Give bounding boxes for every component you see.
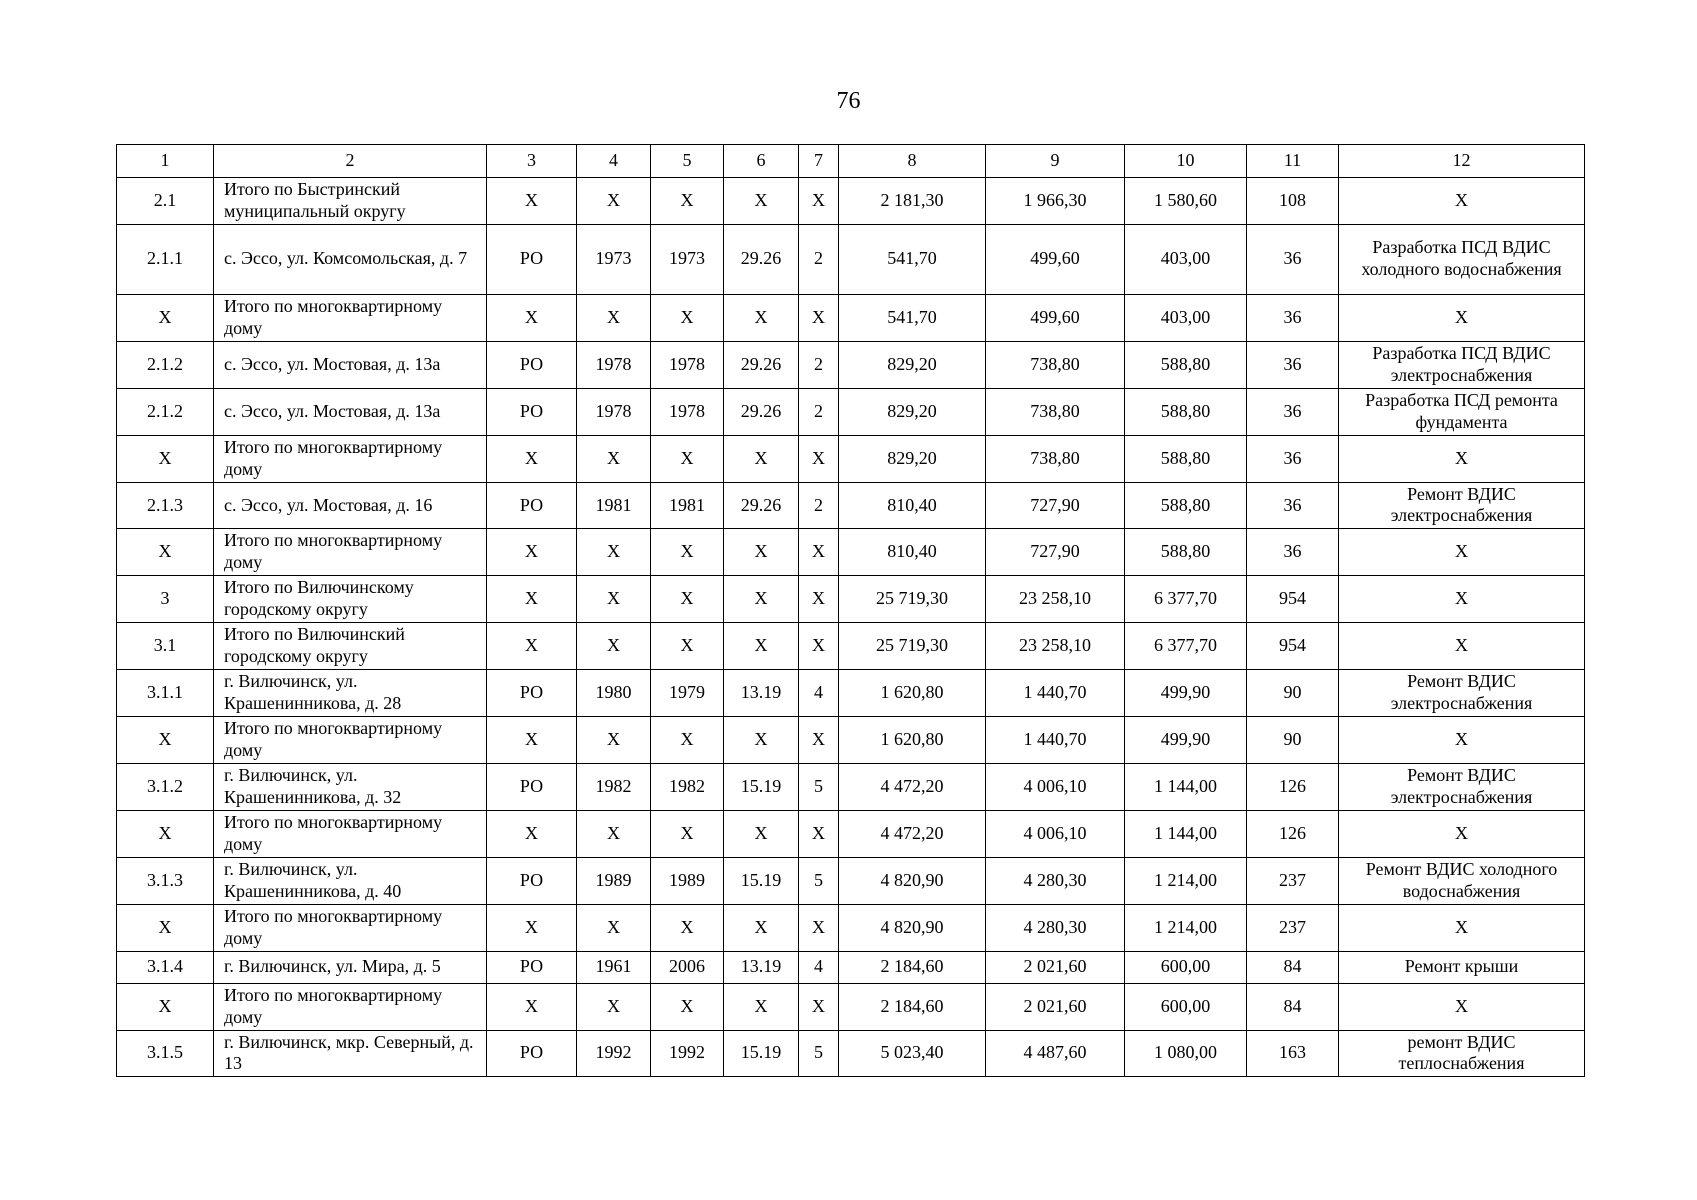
- residents-cell: 108: [1247, 178, 1339, 225]
- work-type-cell: X: [1339, 810, 1585, 857]
- row-number-cell: X: [117, 717, 214, 764]
- table-header: [117, 145, 1585, 178]
- wear-code-cell: X: [724, 529, 799, 576]
- wear-code-cell: 29.26: [724, 482, 799, 529]
- living-area-cell: 23 258,10: [986, 576, 1125, 623]
- table-row: [117, 670, 1585, 717]
- wear-code-cell: X: [724, 178, 799, 225]
- wear-code-cell: 29.26: [724, 388, 799, 435]
- row-number-cell: 3: [117, 576, 214, 623]
- year-renovated-cell: X: [651, 529, 724, 576]
- cost-cell: 6 377,70: [1125, 576, 1247, 623]
- year-renovated-cell: X: [651, 904, 724, 951]
- work-type-cell: X: [1339, 294, 1585, 341]
- address-cell: г. Вилючинск, ул. Крашенинникова, д. 28: [214, 670, 487, 717]
- total-area-cell: 810,40: [839, 529, 986, 576]
- residents-cell: 126: [1247, 763, 1339, 810]
- table-row: [117, 224, 1585, 294]
- year-built-cell: 1992: [577, 1030, 651, 1077]
- work-type-cell: Ремонт ВДИС электроснабжения: [1339, 670, 1585, 717]
- work-type-cell: X: [1339, 529, 1585, 576]
- table-row: [117, 388, 1585, 435]
- year-built-cell: X: [577, 983, 651, 1030]
- living-area-cell: 1 966,30: [986, 178, 1125, 225]
- row-number-cell: 3.1.2: [117, 763, 214, 810]
- address-cell: Итого по многоквартирному дому: [214, 717, 487, 764]
- work-type-cell: Ремонт ВДИС электроснабжения: [1339, 482, 1585, 529]
- row-number-cell: X: [117, 294, 214, 341]
- address-cell: с. Эссо, ул. Комсомольская, д. 7: [214, 224, 487, 294]
- wear-code-cell: 15.19: [724, 763, 799, 810]
- work-type-cell: X: [1339, 717, 1585, 764]
- living-area-cell: 727,90: [986, 482, 1125, 529]
- address-cell: Итого по многоквартирному дому: [214, 904, 487, 951]
- address-cell: Итого по многоквартирному дому: [214, 810, 487, 857]
- column-header: 2: [214, 145, 487, 178]
- work-type-cell: Разработка ПСД ВДИС электроснабжения: [1339, 341, 1585, 388]
- table-row: [117, 857, 1585, 904]
- year-renovated-cell: 1989: [651, 857, 724, 904]
- wear-code-cell: X: [724, 983, 799, 1030]
- work-type-cell: Разработка ПСД ВДИС холодного водоснабжения: [1339, 224, 1585, 294]
- year-built-cell: 1978: [577, 388, 651, 435]
- cost-cell: 499,90: [1125, 670, 1247, 717]
- material-code-cell: X: [487, 810, 577, 857]
- year-built-cell: X: [577, 178, 651, 225]
- floors-cell: X: [799, 904, 839, 951]
- wear-code-cell: 29.26: [724, 224, 799, 294]
- cost-cell: 1 214,00: [1125, 904, 1247, 951]
- total-area-cell: 541,70: [839, 224, 986, 294]
- total-area-cell: 1 620,80: [839, 717, 986, 764]
- living-area-cell: 738,80: [986, 435, 1125, 482]
- total-area-cell: 25 719,30: [839, 623, 986, 670]
- living-area-cell: 1 440,70: [986, 717, 1125, 764]
- row-number-cell: 2.1.2: [117, 341, 214, 388]
- column-header: 1: [117, 145, 214, 178]
- address-cell: Итого по Быстринский муниципальный округу: [214, 178, 487, 225]
- material-code-cell: РО: [487, 1030, 577, 1077]
- table-row: [117, 904, 1585, 951]
- year-built-cell: 1981: [577, 482, 651, 529]
- wear-code-cell: X: [724, 294, 799, 341]
- residents-cell: 36: [1247, 224, 1339, 294]
- repair-program-table: [116, 144, 1585, 1077]
- wear-code-cell: 13.19: [724, 951, 799, 983]
- work-type-cell: Ремонт ВДИС электроснабжения: [1339, 763, 1585, 810]
- table-row: [117, 763, 1585, 810]
- floors-cell: 5: [799, 1030, 839, 1077]
- year-built-cell: X: [577, 810, 651, 857]
- floors-cell: X: [799, 623, 839, 670]
- floors-cell: X: [799, 294, 839, 341]
- living-area-cell: 738,80: [986, 341, 1125, 388]
- year-renovated-cell: 1992: [651, 1030, 724, 1077]
- year-renovated-cell: X: [651, 576, 724, 623]
- cost-cell: 1 144,00: [1125, 763, 1247, 810]
- year-renovated-cell: X: [651, 294, 724, 341]
- table-row: [117, 435, 1585, 482]
- year-built-cell: X: [577, 623, 651, 670]
- address-cell: с. Эссо, ул. Мостовая, д. 13а: [214, 341, 487, 388]
- residents-cell: 36: [1247, 341, 1339, 388]
- residents-cell: 90: [1247, 670, 1339, 717]
- cost-cell: 588,80: [1125, 341, 1247, 388]
- year-renovated-cell: 1978: [651, 341, 724, 388]
- living-area-cell: 4 280,30: [986, 904, 1125, 951]
- material-code-cell: РО: [487, 857, 577, 904]
- year-built-cell: 1973: [577, 224, 651, 294]
- residents-cell: 84: [1247, 951, 1339, 983]
- residents-cell: 954: [1247, 623, 1339, 670]
- floors-cell: 5: [799, 857, 839, 904]
- wear-code-cell: X: [724, 810, 799, 857]
- address-cell: Итого по многоквартирному дому: [214, 529, 487, 576]
- total-area-cell: 829,20: [839, 341, 986, 388]
- year-built-cell: 1961: [577, 951, 651, 983]
- column-header: 4: [577, 145, 651, 178]
- work-type-cell: Ремонт ВДИС холодного водоснабжения: [1339, 857, 1585, 904]
- wear-code-cell: X: [724, 717, 799, 764]
- living-area-cell: 499,60: [986, 224, 1125, 294]
- row-number-cell: 3.1.4: [117, 951, 214, 983]
- total-area-cell: 5 023,40: [839, 1030, 986, 1077]
- year-built-cell: X: [577, 904, 651, 951]
- wear-code-cell: 29.26: [724, 341, 799, 388]
- material-code-cell: X: [487, 178, 577, 225]
- work-type-cell: X: [1339, 435, 1585, 482]
- residents-cell: 954: [1247, 576, 1339, 623]
- year-built-cell: X: [577, 294, 651, 341]
- column-header: 3: [487, 145, 577, 178]
- floors-cell: 5: [799, 763, 839, 810]
- living-area-cell: 738,80: [986, 388, 1125, 435]
- address-cell: Итого по многоквартирному дому: [214, 294, 487, 341]
- total-area-cell: 810,40: [839, 482, 986, 529]
- living-area-cell: 4 006,10: [986, 763, 1125, 810]
- table-row: [117, 341, 1585, 388]
- floors-cell: X: [799, 810, 839, 857]
- residents-cell: 237: [1247, 857, 1339, 904]
- row-number-cell: X: [117, 810, 214, 857]
- cost-cell: 1 580,60: [1125, 178, 1247, 225]
- floors-cell: X: [799, 529, 839, 576]
- residents-cell: 36: [1247, 482, 1339, 529]
- residents-cell: 163: [1247, 1030, 1339, 1077]
- material-code-cell: РО: [487, 341, 577, 388]
- floors-cell: 4: [799, 951, 839, 983]
- table-body: [117, 178, 1585, 1077]
- column-header: 8: [839, 145, 986, 178]
- total-area-cell: 541,70: [839, 294, 986, 341]
- year-renovated-cell: X: [651, 717, 724, 764]
- material-code-cell: X: [487, 435, 577, 482]
- year-renovated-cell: 2006: [651, 951, 724, 983]
- living-area-cell: 4 487,60: [986, 1030, 1125, 1077]
- residents-cell: 90: [1247, 717, 1339, 764]
- column-header: 11: [1247, 145, 1339, 178]
- year-built-cell: 1978: [577, 341, 651, 388]
- floors-cell: X: [799, 576, 839, 623]
- total-area-cell: 4 472,20: [839, 810, 986, 857]
- year-renovated-cell: 1979: [651, 670, 724, 717]
- table-row: [117, 529, 1585, 576]
- floors-cell: 2: [799, 482, 839, 529]
- living-area-cell: 499,60: [986, 294, 1125, 341]
- year-built-cell: 1982: [577, 763, 651, 810]
- living-area-cell: 4 006,10: [986, 810, 1125, 857]
- material-code-cell: X: [487, 529, 577, 576]
- material-code-cell: X: [487, 576, 577, 623]
- floors-cell: 2: [799, 341, 839, 388]
- residents-cell: 84: [1247, 983, 1339, 1030]
- address-cell: г. Вилючинск, мкр. Северный, д. 13: [214, 1030, 487, 1077]
- total-area-cell: 4 820,90: [839, 857, 986, 904]
- floors-cell: 4: [799, 670, 839, 717]
- address-cell: Итого по Вилючинскому городскому округу: [214, 576, 487, 623]
- page-number: 76: [836, 88, 861, 114]
- year-built-cell: X: [577, 576, 651, 623]
- table-row: [117, 810, 1585, 857]
- wear-code-cell: 15.19: [724, 857, 799, 904]
- material-code-cell: РО: [487, 388, 577, 435]
- column-header: 10: [1125, 145, 1247, 178]
- table-row: [117, 178, 1585, 225]
- work-type-cell: Разработка ПСД ремонта фундамента: [1339, 388, 1585, 435]
- year-renovated-cell: 1981: [651, 482, 724, 529]
- cost-cell: 499,90: [1125, 717, 1247, 764]
- row-number-cell: 2.1.1: [117, 224, 214, 294]
- year-built-cell: X: [577, 529, 651, 576]
- floors-cell: X: [799, 178, 839, 225]
- material-code-cell: РО: [487, 763, 577, 810]
- address-cell: с. Эссо, ул. Мостовая, д. 13а: [214, 388, 487, 435]
- row-number-cell: 3.1.1: [117, 670, 214, 717]
- year-renovated-cell: X: [651, 435, 724, 482]
- material-code-cell: РО: [487, 951, 577, 983]
- total-area-cell: 829,20: [839, 388, 986, 435]
- table-row: [117, 576, 1585, 623]
- living-area-cell: 4 280,30: [986, 857, 1125, 904]
- column-header: 6: [724, 145, 799, 178]
- row-number-cell: 3.1: [117, 623, 214, 670]
- material-code-cell: X: [487, 294, 577, 341]
- wear-code-cell: 13.19: [724, 670, 799, 717]
- address-cell: Итого по многоквартирному дому: [214, 435, 487, 482]
- row-number-cell: X: [117, 904, 214, 951]
- residents-cell: 36: [1247, 529, 1339, 576]
- header-row: [117, 145, 1585, 178]
- year-renovated-cell: X: [651, 178, 724, 225]
- material-code-cell: X: [487, 983, 577, 1030]
- total-area-cell: 4 472,20: [839, 763, 986, 810]
- total-area-cell: 829,20: [839, 435, 986, 482]
- wear-code-cell: X: [724, 904, 799, 951]
- work-type-cell: X: [1339, 904, 1585, 951]
- address-cell: Итого по многоквартирному дому: [214, 983, 487, 1030]
- table-row: [117, 951, 1585, 983]
- cost-cell: 1 144,00: [1125, 810, 1247, 857]
- address-cell: г. Вилючинск, ул. Крашенинникова, д. 40: [214, 857, 487, 904]
- residents-cell: 237: [1247, 904, 1339, 951]
- year-renovated-cell: 1978: [651, 388, 724, 435]
- year-renovated-cell: X: [651, 810, 724, 857]
- floors-cell: X: [799, 717, 839, 764]
- work-type-cell: ремонт ВДИС теплоснабжения: [1339, 1030, 1585, 1077]
- cost-cell: 600,00: [1125, 951, 1247, 983]
- column-header: 12: [1339, 145, 1585, 178]
- cost-cell: 588,80: [1125, 529, 1247, 576]
- row-number-cell: 2.1: [117, 178, 214, 225]
- living-area-cell: 727,90: [986, 529, 1125, 576]
- address-cell: г. Вилючинск, ул. Крашенинникова, д. 32: [214, 763, 487, 810]
- cost-cell: 588,80: [1125, 482, 1247, 529]
- work-type-cell: X: [1339, 623, 1585, 670]
- living-area-cell: 2 021,60: [986, 951, 1125, 983]
- residents-cell: 36: [1247, 435, 1339, 482]
- cost-cell: 403,00: [1125, 224, 1247, 294]
- cost-cell: 600,00: [1125, 983, 1247, 1030]
- material-code-cell: X: [487, 904, 577, 951]
- year-renovated-cell: 1982: [651, 763, 724, 810]
- year-built-cell: 1989: [577, 857, 651, 904]
- cost-cell: 588,80: [1125, 435, 1247, 482]
- row-number-cell: 2.1.3: [117, 482, 214, 529]
- wear-code-cell: X: [724, 576, 799, 623]
- total-area-cell: 4 820,90: [839, 904, 986, 951]
- material-code-cell: РО: [487, 224, 577, 294]
- cost-cell: 1 080,00: [1125, 1030, 1247, 1077]
- year-built-cell: 1980: [577, 670, 651, 717]
- total-area-cell: 1 620,80: [839, 670, 986, 717]
- total-area-cell: 2 184,60: [839, 983, 986, 1030]
- row-number-cell: X: [117, 529, 214, 576]
- cost-cell: 403,00: [1125, 294, 1247, 341]
- column-header: 9: [986, 145, 1125, 178]
- table-row: [117, 482, 1585, 529]
- wear-code-cell: X: [724, 623, 799, 670]
- year-renovated-cell: 1973: [651, 224, 724, 294]
- total-area-cell: 25 719,30: [839, 576, 986, 623]
- cost-cell: 1 214,00: [1125, 857, 1247, 904]
- table-row: [117, 717, 1585, 764]
- address-cell: г. Вилючинск, ул. Мира, д. 5: [214, 951, 487, 983]
- material-code-cell: РО: [487, 670, 577, 717]
- table-row: [117, 294, 1585, 341]
- living-area-cell: 23 258,10: [986, 623, 1125, 670]
- living-area-cell: 1 440,70: [986, 670, 1125, 717]
- work-type-cell: Ремонт крыши: [1339, 951, 1585, 983]
- material-code-cell: РО: [487, 482, 577, 529]
- work-type-cell: X: [1339, 576, 1585, 623]
- column-header: 5: [651, 145, 724, 178]
- material-code-cell: X: [487, 623, 577, 670]
- column-header: 7: [799, 145, 839, 178]
- year-built-cell: X: [577, 435, 651, 482]
- residents-cell: 36: [1247, 388, 1339, 435]
- table-row: [117, 623, 1585, 670]
- residents-cell: 126: [1247, 810, 1339, 857]
- residents-cell: 36: [1247, 294, 1339, 341]
- floors-cell: X: [799, 435, 839, 482]
- address-cell: с. Эссо, ул. Мостовая, д. 16: [214, 482, 487, 529]
- work-type-cell: X: [1339, 178, 1585, 225]
- living-area-cell: 2 021,60: [986, 983, 1125, 1030]
- year-renovated-cell: X: [651, 623, 724, 670]
- floors-cell: X: [799, 983, 839, 1030]
- row-number-cell: 2.1.2: [117, 388, 214, 435]
- table-row: [117, 983, 1585, 1030]
- table-row: [117, 1030, 1585, 1077]
- row-number-cell: X: [117, 983, 214, 1030]
- floors-cell: 2: [799, 224, 839, 294]
- wear-code-cell: 15.19: [724, 1030, 799, 1077]
- row-number-cell: 3.1.3: [117, 857, 214, 904]
- wear-code-cell: X: [724, 435, 799, 482]
- row-number-cell: 3.1.5: [117, 1030, 214, 1077]
- year-built-cell: X: [577, 717, 651, 764]
- total-area-cell: 2 184,60: [839, 951, 986, 983]
- cost-cell: 588,80: [1125, 388, 1247, 435]
- work-type-cell: X: [1339, 983, 1585, 1030]
- address-cell: Итого по Вилючинский городскому округу: [214, 623, 487, 670]
- floors-cell: 2: [799, 388, 839, 435]
- year-renovated-cell: X: [651, 983, 724, 1030]
- cost-cell: 6 377,70: [1125, 623, 1247, 670]
- material-code-cell: X: [487, 717, 577, 764]
- row-number-cell: X: [117, 435, 214, 482]
- total-area-cell: 2 181,30: [839, 178, 986, 225]
